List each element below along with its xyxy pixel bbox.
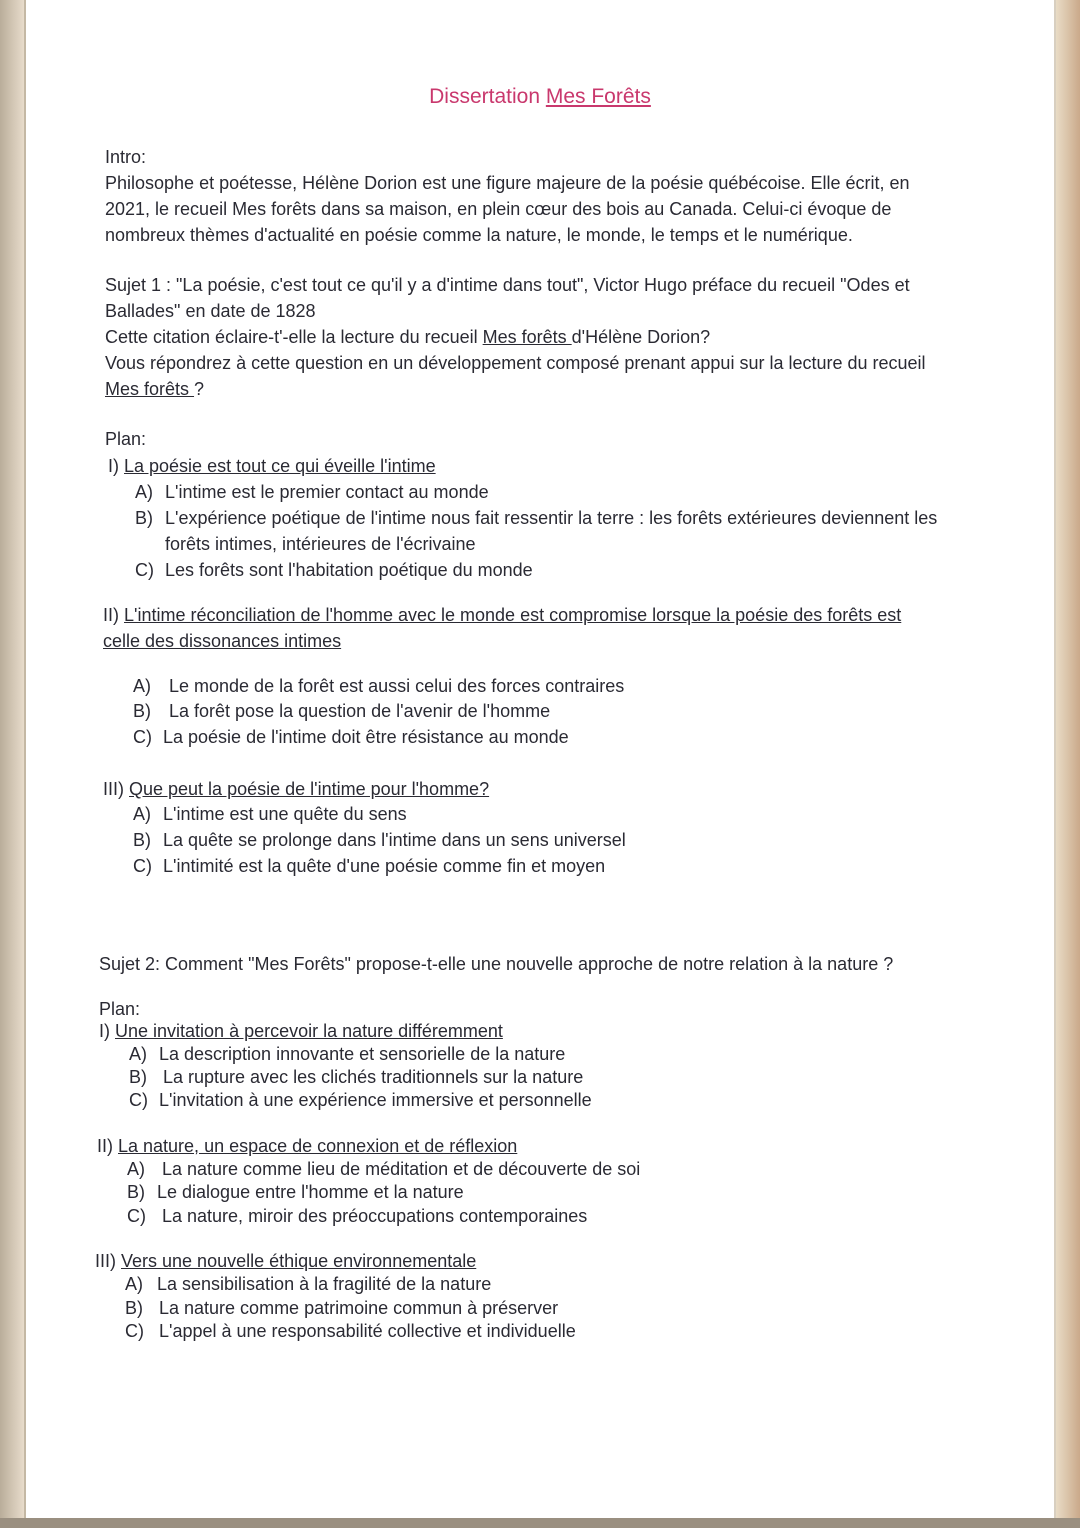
part-number: III) (95, 1251, 121, 1271)
item-text: Le dialogue entre l'homme et la nature (157, 1182, 464, 1202)
sujet2-part3-heading (95, 1250, 476, 1272)
part-number: II) (97, 1136, 118, 1156)
title-prefix: Dissertation (429, 85, 546, 108)
sujet1-part1-item-b-cont: forêts intimes, intérieures de l'écrivaine (165, 534, 476, 554)
sujet1-part2-item-a (133, 675, 624, 697)
part-number: II) (103, 605, 124, 625)
item-text: Les forêts sont l'habitation poétique du monde (165, 560, 533, 580)
item-text: L'intimité est la quête d'une poésie comme fin et moyen (163, 856, 606, 876)
sujet2-part2-heading (97, 1135, 517, 1157)
item-text: La nature comme lieu de méditation et de découverte de soi (162, 1159, 641, 1179)
item-label: B) (133, 701, 151, 721)
sujet2-part3-item-b (125, 1297, 558, 1319)
bottom-background-edge (0, 1518, 1080, 1528)
sujet1-part1-item-c (135, 559, 533, 581)
part-title: L'intime réconciliation de l'homme avec le monde est compromise lorsque la poésie des forêts est (124, 605, 902, 625)
sujet2-plan-label: Plan: (99, 999, 141, 1019)
sujet1-part1-item-b (135, 507, 937, 529)
sujet2-part2-item-c (127, 1205, 587, 1227)
item-label: C) (129, 1090, 148, 1110)
sujet1-part2-item-c (133, 726, 569, 748)
item-label: A) (133, 804, 151, 824)
sujet1-statement: Sujet 1 : "La poésie, c'est tout ce qu'il y a d'intime dans tout", Victor Hugo préface du recueil "Odes et (105, 275, 910, 295)
item-label: B) (135, 508, 153, 528)
intro-line: 2021, le recueil Mes forêts dans sa maison, en plein cœur des bois au Canada. Celui-ci évoque de (105, 199, 892, 219)
item-label: C) (133, 727, 152, 747)
sujet1-part3-item-b (133, 829, 626, 851)
item-label: A) (133, 676, 151, 696)
sujet1-statement-cont: Ballades" en date de 1828 (105, 301, 316, 321)
left-background-edge (0, 0, 24, 1528)
sujet2-part3-item-a (125, 1273, 491, 1295)
page-title (0, 84, 1080, 110)
sujet2-part2-item-b (127, 1181, 464, 1203)
sujet1-part1-item-a (135, 481, 489, 503)
item-label: A) (129, 1044, 147, 1064)
item-text: La nature comme patrimoine commun à préserver (159, 1298, 559, 1318)
part-number: I) (108, 456, 124, 476)
item-text: La nature, miroir des préoccupations contemporaines (162, 1206, 588, 1226)
item-text: La sensibilisation à la fragilité de la nature (157, 1274, 492, 1294)
sujet1-part3-item-a (133, 803, 407, 825)
part-title: La nature, un espace de connexion et de réflexion (118, 1136, 518, 1156)
item-text: La description innovante et sensorielle de la nature (159, 1044, 566, 1064)
part-title: Que peut la poésie de l'intime pour l'homme? (129, 779, 490, 799)
sujet1-part3-item-c (133, 855, 605, 877)
sujet1-part1-heading (108, 455, 436, 477)
item-label: B) (133, 830, 151, 850)
sujet2-part2-item-a (127, 1158, 640, 1180)
item-text: L'intime est une quête du sens (163, 804, 407, 824)
item-label: C) (135, 560, 154, 580)
intro-line: Philosophe et poétesse, Hélène Dorion est une figure majeure de la poésie québécoise. Elle écrit, en (105, 173, 910, 193)
item-label: C) (133, 856, 152, 876)
item-text: L'expérience poétique de l'intime nous fait ressentir la terre : les forêts extérieures deviennent les (165, 508, 938, 528)
sujet1-plan-label: Plan: (105, 429, 147, 449)
item-text: L'intime est le premier contact au monde (165, 482, 489, 502)
item-text: La rupture avec les clichés traditionnels sur la nature (163, 1067, 584, 1087)
item-label: C) (125, 1321, 144, 1341)
sujet2-part3-item-c (125, 1320, 576, 1342)
item-text: Le monde de la forêt est aussi celui des forces contraires (169, 676, 625, 696)
item-label: B) (129, 1067, 147, 1087)
part-title: La poésie est tout ce qui éveille l'intime (124, 456, 436, 476)
part-number: III) (103, 779, 129, 799)
item-text: La forêt pose la question de l'avenir de l'homme (169, 701, 551, 721)
item-text: L'invitation à une expérience immersive et personnelle (159, 1090, 592, 1110)
instruction-work-title: Mes forêts (105, 379, 195, 399)
instruction-end: ? (194, 379, 205, 399)
sujet1-instruction: Vous répondrez à cette question en un développement composé prenant appui sur la lecture du recueil (105, 353, 926, 373)
sujet1-instruction-cont (105, 378, 204, 400)
sujet1-part2-heading (103, 604, 901, 626)
question-text-end: d'Hélène Dorion? (571, 327, 711, 347)
item-label: A) (127, 1159, 145, 1179)
part-title: Vers une nouvelle éthique environnementale (121, 1251, 477, 1271)
sujet1-part2-item-b (133, 700, 550, 722)
part-title: Une invitation à percevoir la nature différemment (115, 1021, 503, 1041)
sujet2-part1-item-c (129, 1089, 592, 1111)
sujet2-statement: Sujet 2: Comment "Mes Forêts" propose-t-elle une nouvelle approche de notre relation à la nature ? (99, 954, 894, 974)
intro-line: nombreux thèmes d'actualité en poésie comme la nature, le monde, le temps et le numérique. (105, 225, 853, 245)
sujet1-question (105, 326, 710, 348)
part-number: I) (99, 1021, 115, 1041)
item-label: A) (125, 1274, 143, 1294)
item-label: B) (125, 1298, 143, 1318)
item-label: C) (127, 1206, 146, 1226)
item-label: A) (135, 482, 153, 502)
sujet2-part1-item-b (129, 1066, 583, 1088)
sujet1-part2-heading-cont: celle des dissonances intimes (103, 631, 342, 651)
right-background-edge (1056, 0, 1080, 1528)
question-text: Cette citation éclaire-t'-elle la lecture du recueil (105, 327, 483, 347)
question-work-title: Mes forêts (482, 327, 572, 347)
sujet2-part1-heading (99, 1020, 503, 1042)
sujet1-part3-heading (103, 778, 489, 800)
item-label: B) (127, 1182, 145, 1202)
item-text: La quête se prolonge dans l'intime dans un sens universel (163, 830, 626, 850)
sujet2-part1-item-a (129, 1043, 565, 1065)
title-work: Mes Forêts (545, 85, 651, 108)
item-text: La poésie de l'intime doit être résistance au monde (163, 727, 569, 747)
item-text: L'appel à une responsabilité collective et individuelle (159, 1321, 576, 1341)
intro-label: Intro: (105, 147, 147, 167)
